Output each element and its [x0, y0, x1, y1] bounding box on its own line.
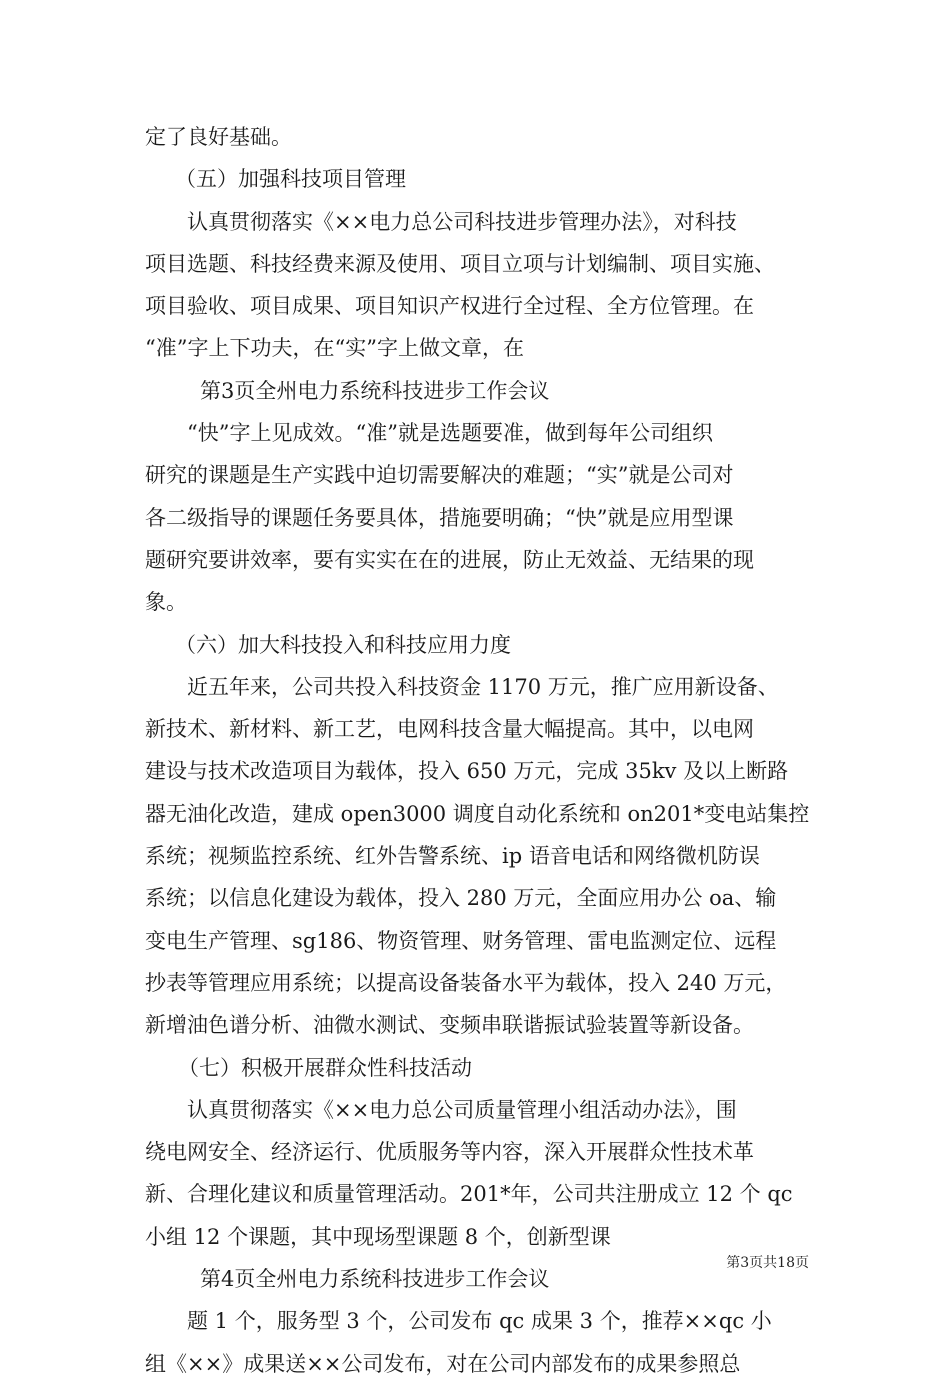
section-heading: （七）积极开展群众性科技活动: [178, 1055, 472, 1080]
running-header: 第4页全州电力系统科技进步工作会议: [200, 1267, 550, 1292]
section-heading: （五）加强科技项目管理: [175, 167, 406, 192]
text-line: 系统；以信息化建设为载体，投入 280 万元，全面应用办公 oa、输: [145, 886, 777, 911]
text-line: “准”字上下功夫，在“实”字上做文章，在: [145, 336, 524, 361]
text-line: 小组 12 个课题，其中现场型课题 8 个，创新型课: [145, 1224, 611, 1249]
text-line: 抄表等管理应用系统；以提高设备装备水平为载体，投入 240 万元，: [145, 970, 787, 995]
text-line: 认真贯彻落实《××电力总公司质量管理小组活动办法》，围: [187, 1097, 737, 1122]
text-line: 题研究要讲效率，要有实实在在的进展，防止无效益、无结果的现: [145, 547, 754, 572]
text-line: 组《××》成果送××公司发布，对在公司内部发布的成果参照总: [145, 1351, 741, 1376]
text-line: 象。: [145, 590, 187, 615]
running-header: 第3页全州电力系统科技进步工作会议: [200, 378, 550, 403]
text-line: 建设与技术改造项目为载体，投入 650 万元，完成 35kv 及以上断路: [145, 759, 789, 784]
text-line: 绕电网安全、经济运行、优质服务等内容，深入开展群众性技术革: [145, 1140, 754, 1165]
text-line: 新增油色谱分析、油微水测试、变频串联谐振试验装置等新设备。: [145, 1013, 754, 1038]
page-number-footer: 第3页共18页: [726, 1255, 809, 1271]
text-line: 新、合理化建议和质量管理活动。201*年，公司共注册成立 12 个 qc: [145, 1182, 793, 1207]
text-line: 新技术、新材料、新工艺，电网科技含量大幅提高。其中，以电网: [145, 717, 754, 742]
section-heading: （六）加大科技投入和科技应用力度: [175, 632, 511, 657]
text-line: 变电生产管理、sg186、物资管理、财务管理、雷电监测定位、远程: [145, 928, 777, 953]
text-line: 项目验收、项目成果、项目知识产权进行全过程、全方位管理。在: [145, 294, 754, 319]
text-line: 定了良好基础。: [145, 125, 292, 149]
text-line: 认真贯彻落实《××电力总公司科技进步管理办法》，对科技: [187, 209, 737, 234]
document-body: [145, 116, 815, 1385]
text-line: 项目选题、科技经费来源及使用、项目立项与计划编制、项目实施、: [145, 251, 775, 276]
text-line: 器无油化改造，建成 open3000 调度自动化系统和 on201*变电站集控: [145, 801, 810, 826]
text-line: 系统；视频监控系统、红外告警系统、ip 语音电话和网络微机防误: [145, 844, 760, 869]
text-line: 题 1 个，服务型 3 个，公司发布 qc 成果 3 个，推荐××qc 小: [187, 1309, 772, 1334]
text-line: 近五年来，公司共投入科技资金 1170 万元，推广应用新设备、: [187, 674, 779, 699]
text-line: 各二级指导的课题任务要具体，措施要明确；“快”就是应用型课: [145, 505, 734, 530]
text-line: “快”字上见成效。“准”就是选题要准，做到每年公司组织: [187, 421, 713, 446]
text-line: 研究的课题是生产实践中迫切需要解决的难题；“实”就是公司对: [145, 463, 734, 488]
